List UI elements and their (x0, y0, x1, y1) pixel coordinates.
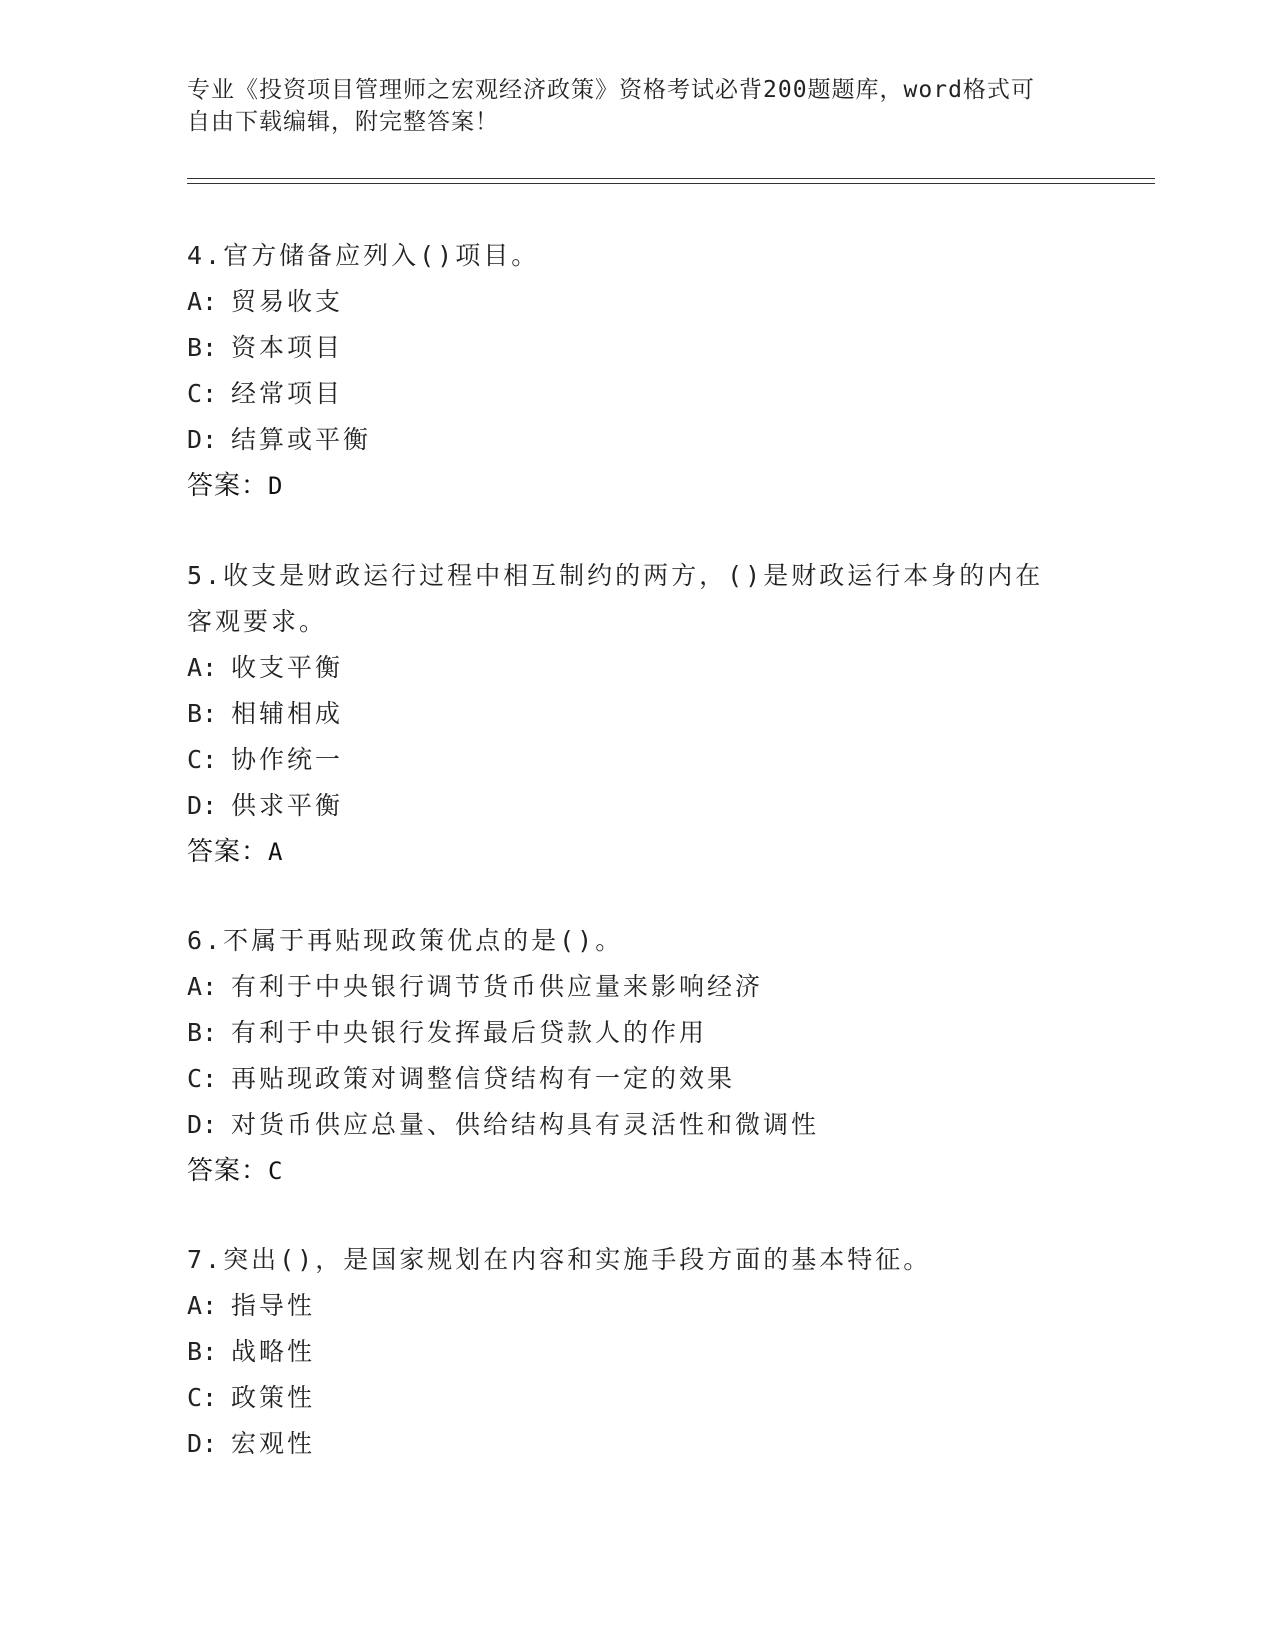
option-c (187, 1056, 1087, 1102)
option-letter: A: (187, 287, 218, 316)
option-a (187, 645, 1087, 691)
option-c (187, 737, 1087, 783)
option-letter: A: (187, 972, 218, 1001)
option-a (187, 964, 1087, 1010)
option-text: 有利于中央银行发挥最后贷款人的作用 (231, 1018, 708, 1047)
option-b (187, 1010, 1087, 1056)
question-stem: 4.官方储备应列入()项目。 (187, 241, 540, 270)
option-text: 协作统一 (231, 745, 344, 774)
option-letter: C: (187, 1383, 218, 1412)
answer-label: 答案： (187, 471, 269, 501)
option-d (187, 417, 1087, 463)
option-text: 经常项目 (231, 379, 344, 408)
question-stem: 7.突出()，是国家规划在内容和实施手段方面的基本特征。 (187, 1245, 932, 1274)
option-d (187, 1421, 1087, 1467)
option-text: 收支平衡 (231, 653, 344, 682)
option-text: 政策性 (231, 1383, 316, 1412)
option-text: 再贴现政策对调整信贷结构有一定的效果 (231, 1064, 736, 1093)
answer-label: 答案： (187, 837, 269, 867)
option-text: 结算或平衡 (231, 425, 372, 454)
option-d (187, 783, 1087, 829)
header-divider-top (187, 178, 1155, 179)
question-7 (187, 1237, 1087, 1467)
header-divider-bottom (187, 183, 1155, 184)
option-text: 指导性 (231, 1291, 316, 1320)
option-letter: C: (187, 745, 218, 774)
answer-value: D (268, 472, 284, 500)
header-line-2: 自由下载编辑，附完整答案！ (187, 109, 499, 135)
option-b (187, 1329, 1087, 1375)
option-letter: D: (187, 425, 218, 454)
option-text: 供求平衡 (231, 791, 344, 820)
option-letter: D: (187, 1110, 218, 1139)
option-letter: B: (187, 1337, 218, 1366)
question-stem: 6.不属于再贴现政策优点的是()。 (187, 926, 624, 955)
option-letter: D: (187, 791, 218, 820)
header-line-1: 专业《投资项目管理师之宏观经济政策》资格考试必背200题题库，word格式可 (187, 77, 1035, 103)
option-letter: C: (187, 1064, 218, 1093)
option-text: 战略性 (231, 1337, 316, 1366)
option-b (187, 325, 1087, 371)
option-b (187, 691, 1087, 737)
question-5 (187, 553, 1087, 875)
option-text: 相辅相成 (231, 699, 344, 728)
answer-label: 答案： (187, 1156, 269, 1186)
option-letter: B: (187, 1018, 218, 1047)
option-letter: A: (187, 1291, 218, 1320)
answer-line (187, 829, 1087, 875)
document-header (187, 74, 1067, 138)
option-text: 有利于中央银行调节货币供应量来影响经济 (231, 972, 764, 1001)
option-letter: B: (187, 333, 218, 362)
option-a (187, 279, 1087, 325)
question-4 (187, 233, 1087, 509)
answer-value: A (268, 838, 284, 866)
question-stem-line-2: 客观要求。 (187, 607, 328, 636)
option-text: 贸易收支 (231, 287, 344, 316)
answer-value: C (268, 1157, 284, 1185)
option-a (187, 1283, 1087, 1329)
option-d (187, 1102, 1087, 1148)
option-text: 对货币供应总量、供给结构具有灵活性和微调性 (231, 1110, 820, 1139)
option-c (187, 371, 1087, 417)
option-c (187, 1375, 1087, 1421)
option-letter: D: (187, 1429, 218, 1458)
option-letter: A: (187, 653, 218, 682)
question-6 (187, 918, 1087, 1194)
option-text: 资本项目 (231, 333, 344, 362)
question-stem-line-1: 5.收支是财政运行过程中相互制约的两方，()是财政运行本身的内在 (187, 561, 1044, 590)
answer-line (187, 463, 1087, 509)
option-text: 宏观性 (231, 1429, 316, 1458)
option-letter: C: (187, 379, 218, 408)
answer-line (187, 1148, 1087, 1194)
option-letter: B: (187, 699, 218, 728)
